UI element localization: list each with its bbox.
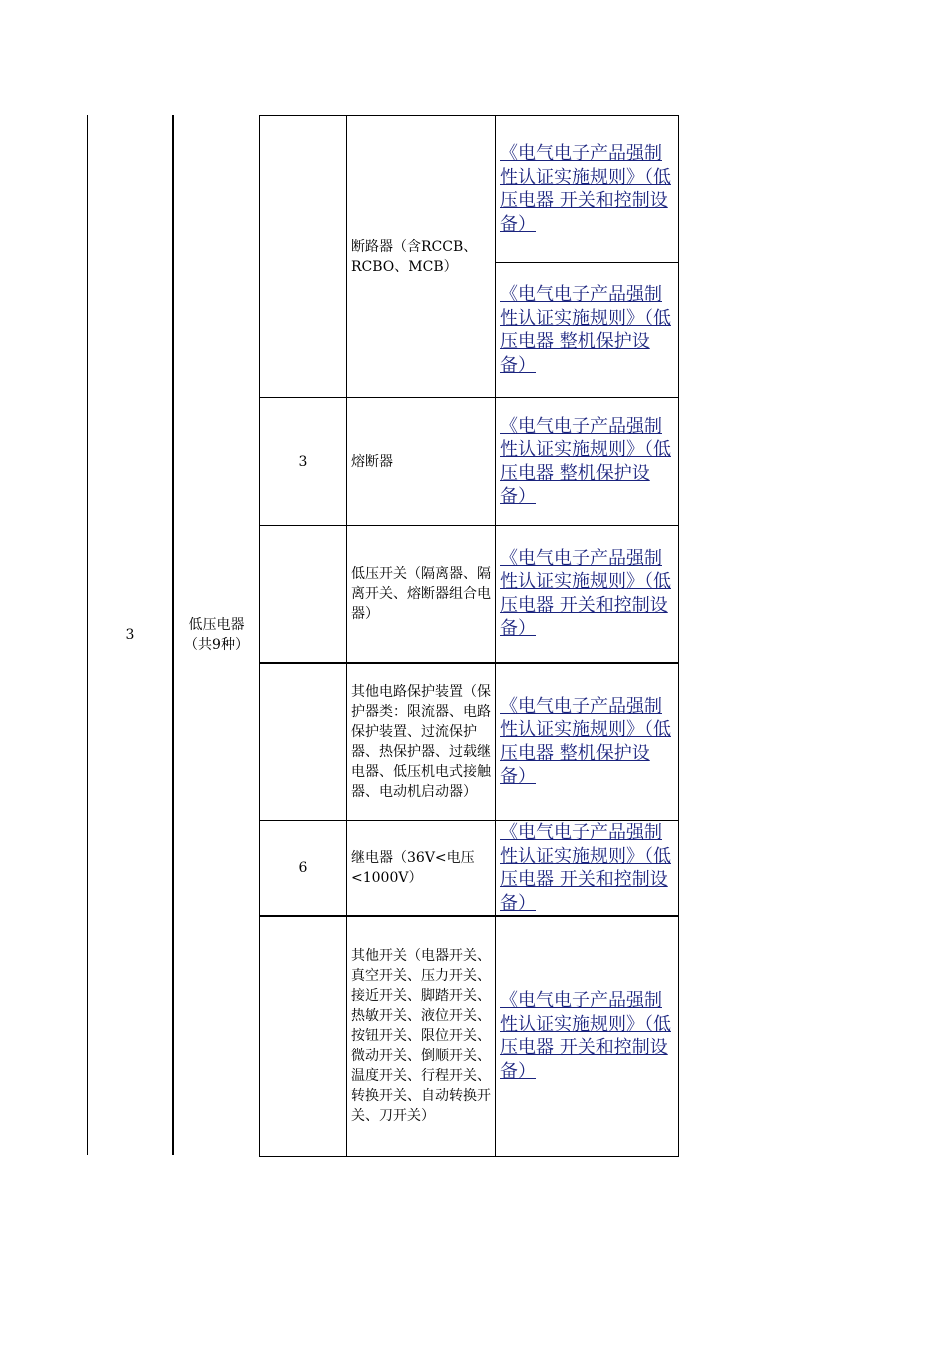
standard-link[interactable]: 《电气电子产品强制性认证实施规则》（低压电器 整机保护设备） [500,284,671,376]
category-name-text: 低压电器 （共9种） [184,617,249,653]
standard-link[interactable]: 《电气电子产品强制性认证实施规则》（低压电器 开关和控制设备） [500,143,671,235]
product-name: 熔断器 [347,398,496,526]
category-name [174,115,259,1155]
row-number: 3 [260,398,347,526]
standard-cell [496,916,679,1156]
product-name: 断路器（含RCCB、RCBO、MCB） [347,116,496,398]
table-row [260,398,679,526]
table-row [260,116,679,263]
category-number [88,115,172,1155]
product-name: 其他电路保护装置（保护器类：限流器、电路保护装置、过流保护器、热保护器、过载继电器、低压机电式接触器、电动机启动器） [347,663,496,821]
standard-cell [496,821,679,917]
row-number [260,663,347,821]
table-row [260,821,679,917]
standard-link[interactable]: 《电气电子产品强制性认证实施规则》（低压电器 整机保护设备） [500,695,671,788]
product-table [259,115,679,1157]
standard-cell [496,263,679,398]
product-name: 其他开关（电器开关、真空开关、压力开关、接近开关、脚踏开关、热敏开关、液位开关、按钮开关、限位开关、微动开关、倒顺开关、温度开关、行程开关、转换开关、自动转换开关、刀开关） [347,916,496,1156]
standard-link[interactable]: 《电气电子产品强制性认证实施规则》（低压电器 开关和控制设备） [500,822,671,914]
standard-cell [496,398,679,526]
standard-link[interactable]: 《电气电子产品强制性认证实施规则》（低压电器 整机保护设备） [500,415,671,507]
row-number [260,526,347,663]
standard-link[interactable]: 《电气电子产品强制性认证实施规则》（低压电器 开关和控制设备） [500,990,671,1082]
row-number: 6 [260,821,347,917]
standard-link[interactable]: 《电气电子产品强制性认证实施规则》（低压电器 开关和控制设备） [500,547,671,640]
standard-cell [496,526,679,663]
table-row [260,526,679,663]
product-name: 低压开关（隔离器、隔离开关、熔断器组合电器） [347,526,496,663]
product-name: 继电器（36V<电压<1000V） [347,821,496,917]
row-number [260,916,347,1156]
row-number [260,116,347,398]
standard-cell [496,663,679,821]
standard-cell [496,116,679,263]
table-row [260,663,679,821]
table-row [260,916,679,1156]
category-number-text: 3 [125,627,135,643]
